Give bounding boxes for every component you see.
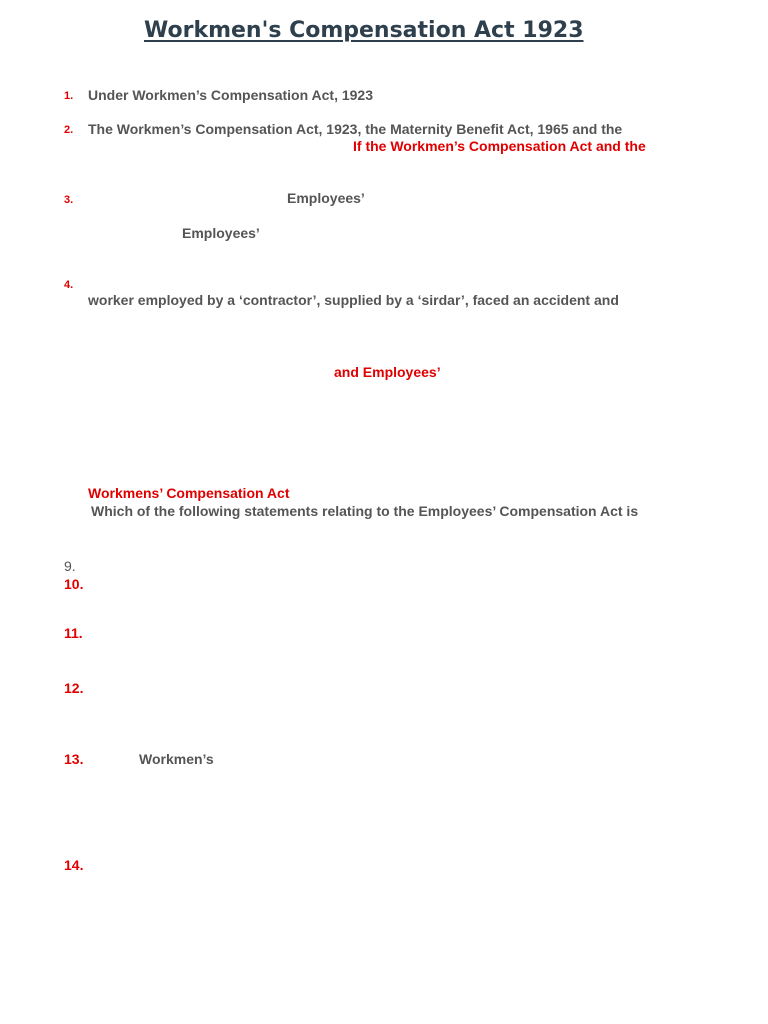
document-title: Workmen's Compensation Act 1923	[144, 18, 584, 43]
item-4-text-line-1: worker employed by a ‘contractor’, supplied by a ‘sirdar’, faced an accident and	[88, 292, 619, 308]
item-1-text: Under Workmen’s Compensation Act, 1923	[88, 87, 373, 103]
item-2-number: 2.	[64, 124, 74, 136]
item-12-number: 12.	[64, 680, 84, 696]
item-4-text-line-2-highlight: and Employees’	[334, 364, 441, 380]
item-1-number: 1.	[64, 90, 74, 102]
item-10-number: 10.	[64, 576, 84, 592]
item-9-number: 9.	[64, 558, 76, 574]
item-13-text: Workmen’s	[139, 751, 214, 767]
item-13-number: 13.	[64, 751, 84, 767]
item-2-text-line-2-highlight: If the Workmen’s Compensation Act and the	[353, 138, 646, 154]
item-3-text-line-1: Employees’	[287, 190, 365, 206]
item-2-text-line-1: The Workmen’s Compensation Act, 1923, the Maternity Benefit Act, 1965 and the	[88, 121, 623, 137]
item-11-number: 11.	[64, 625, 83, 641]
item-3-text-line-2: Employees’	[182, 225, 260, 241]
item-14-number: 14.	[64, 857, 84, 873]
item-4-number: 4.	[64, 279, 74, 291]
compensation-act-heading-highlight: Workmens’ Compensation Act	[88, 485, 290, 501]
item-3-number: 3.	[64, 194, 74, 206]
statements-question-text: Which of the following statements relating to the Employees’ Compensation Act is	[91, 503, 639, 519]
